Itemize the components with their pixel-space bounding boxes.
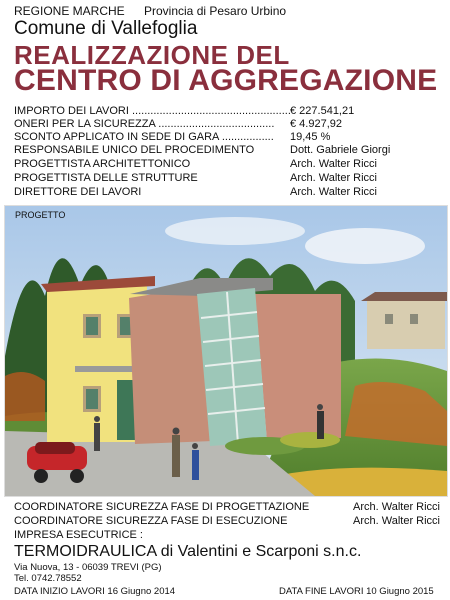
detail-row-oneri <box>14 118 342 130</box>
detail-value: € 227.541,21 <box>290 105 355 117</box>
end-date: DATA FINE LAVORI 10 Giugno 2015 <box>279 586 434 597</box>
rendering-image <box>5 206 447 496</box>
detail-row-sconto <box>14 131 331 143</box>
coordinator-row-esecuzione <box>14 515 440 527</box>
title-line-2: CENTRO DI AGGREGAZIONE <box>14 64 438 97</box>
title-line-1: REALIZZAZIONE DEL <box>14 40 290 70</box>
coordinator-label: COORDINATORE SICUREZZA FASE DI ESECUZIONE <box>14 515 288 527</box>
contractor-heading: IMPRESA ESECUTRICE : <box>14 529 143 541</box>
coordinator-value: Arch. Walter Ricci <box>353 501 440 513</box>
contractor-phone: Tel. 0742.78552 <box>14 573 82 584</box>
detail-value: Arch. Walter Ricci <box>290 158 377 170</box>
detail-row-progettista-strutture <box>14 172 377 184</box>
comune-label: Comune di Vallefoglia <box>14 18 198 39</box>
detail-row-progettista-arch <box>14 158 377 170</box>
detail-value: Arch. Walter Ricci <box>290 172 377 184</box>
detail-row-importo <box>14 105 355 117</box>
contractor-address: Via Nuova, 13 - 06039 TREVI (PG) <box>14 562 162 573</box>
detail-label: RESPONSABILE UNICO DEL PROCEDIMENTO <box>14 144 255 156</box>
province-label: Provincia di Pesaro Urbino <box>144 4 287 18</box>
detail-label: SCONTO APPLICATO IN SEDE DI GARA ................. <box>14 131 274 143</box>
detail-label: DIRETTORE DEI LAVORI <box>14 186 142 198</box>
coordinator-label: COORDINATORE SICUREZZA FASE DI PROGETTAZIONE <box>14 501 310 513</box>
detail-value: € 4.927,92 <box>290 118 342 130</box>
photo-label: PROGETTO <box>15 210 66 220</box>
project-rendering <box>4 205 448 497</box>
coordinator-value: Arch. Walter Ricci <box>353 515 440 527</box>
detail-label: ONERI PER LA SICUREZZA ...................................... <box>14 118 275 130</box>
region-label: REGIONE MARCHE <box>14 4 125 18</box>
detail-value: 19,45 % <box>290 131 331 143</box>
detail-label: IMPORTO DEI LAVORI .................................................... <box>14 105 291 117</box>
detail-row-direttore <box>14 186 377 198</box>
detail-row-responsabile <box>14 144 391 156</box>
start-date: DATA INIZIO LAVORI 16 Giugno 2014 <box>14 586 176 597</box>
contractor-name: TERMOIDRAULICA di Valentini e Scarponi s.n.c. <box>14 543 362 560</box>
detail-label: PROGETTISTA ARCHITETTONICO <box>14 158 191 170</box>
detail-value: Dott. Gabriele Giorgi <box>290 144 391 156</box>
detail-value: Arch. Walter Ricci <box>290 186 377 198</box>
detail-label: PROGETTISTA DELLE STRUTTURE <box>14 172 198 184</box>
coordinator-row-progettazione <box>14 501 440 513</box>
